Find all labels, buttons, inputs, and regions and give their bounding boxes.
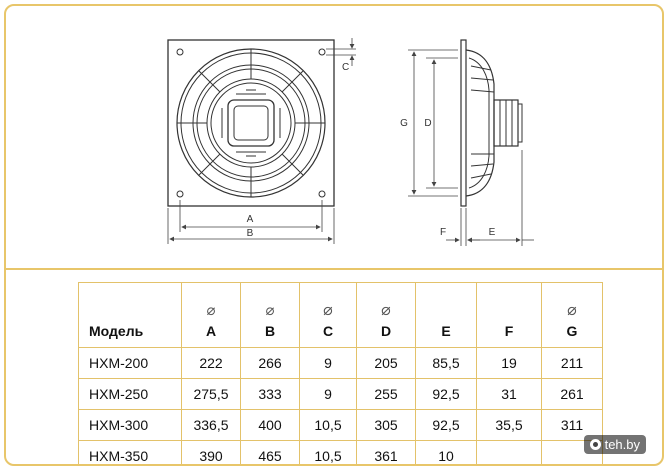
cell-g: 211 <box>542 348 603 379</box>
header-label: C <box>322 323 334 339</box>
cell-b: 400 <box>241 410 300 441</box>
table-row <box>79 379 603 410</box>
cell-d: 205 <box>357 348 416 379</box>
diameter-icon: ⌀ <box>323 302 333 319</box>
header-col-a <box>182 283 241 348</box>
label-f: F <box>439 227 447 238</box>
header-col-b <box>241 283 300 348</box>
cell-f: 35,5 <box>477 410 542 441</box>
table-row <box>79 441 603 467</box>
cell-b: 266 <box>241 348 300 379</box>
header-col-f <box>477 283 542 348</box>
guard-struts <box>177 49 325 197</box>
watermark-logo-icon <box>590 439 601 450</box>
header-label: G <box>566 323 578 339</box>
header-col-g <box>542 283 603 348</box>
cell-e: 92,5 <box>416 379 477 410</box>
cell-b: 333 <box>241 379 300 410</box>
cell-e: 85,5 <box>416 348 477 379</box>
guard-ribs <box>471 66 494 178</box>
diameter-icon: ⌀ <box>567 302 577 319</box>
front-view <box>168 40 334 206</box>
watermark <box>584 435 646 454</box>
cell-f <box>477 441 542 467</box>
square-diameter-icon: ⌀ <box>206 302 216 319</box>
label-c: C <box>342 62 350 73</box>
cell-f: 31 <box>477 379 542 410</box>
header-label: B <box>264 323 276 339</box>
mounting-hole <box>177 191 183 197</box>
cell-model: HXM-250 <box>79 379 182 410</box>
header-model: Модель <box>79 283 182 348</box>
table-row <box>79 410 603 441</box>
cell-a: 275,5 <box>182 379 241 410</box>
figure-frame <box>4 4 664 466</box>
cell-model: HXM-350 <box>79 441 182 467</box>
header-label: A <box>205 323 217 339</box>
cell-c: 10,5 <box>300 441 357 467</box>
cell-e: 10 <box>416 441 477 467</box>
fan-technical-drawing <box>6 6 664 268</box>
cell-d: 255 <box>357 379 416 410</box>
side-plate <box>461 40 466 206</box>
cell-model: HXM-300 <box>79 410 182 441</box>
side-dimensions <box>408 50 534 246</box>
cell-c: 10,5 <box>300 410 357 441</box>
cell-d: 361 <box>357 441 416 467</box>
table-row <box>79 348 603 379</box>
label-b: B <box>246 228 254 239</box>
mounting-hole <box>319 49 325 55</box>
cell-model: HXM-200 <box>79 348 182 379</box>
cell-g: 261 <box>542 379 603 410</box>
label-g: G <box>400 118 408 129</box>
label-d: D <box>424 118 432 129</box>
header-col-d <box>357 283 416 348</box>
mounting-hole <box>319 191 325 197</box>
header-col-e <box>416 283 477 348</box>
cell-a: 222 <box>182 348 241 379</box>
label-e: E <box>488 227 496 238</box>
cell-g: 311 <box>542 410 603 441</box>
cell-f: 19 <box>477 348 542 379</box>
header-row <box>79 283 603 348</box>
cell-b: 465 <box>241 441 300 467</box>
side-view <box>461 40 522 206</box>
cell-a: 390 <box>182 441 241 467</box>
cell-d: 305 <box>357 410 416 441</box>
header-col-c <box>300 283 357 348</box>
header-label: E <box>441 323 451 339</box>
cell-c: 9 <box>300 379 357 410</box>
square-diameter-icon: ⌀ <box>265 302 275 319</box>
divider <box>6 268 662 270</box>
header-label: D <box>380 323 392 339</box>
watermark-text: teh.by <box>604 437 640 452</box>
cell-c: 9 <box>300 348 357 379</box>
specs-table <box>78 282 603 466</box>
cell-e: 92,5 <box>416 410 477 441</box>
diameter-icon: ⌀ <box>381 302 391 319</box>
mounting-hole <box>177 49 183 55</box>
cell-a: 336,5 <box>182 410 241 441</box>
header-label: F <box>504 323 514 339</box>
label-a: A <box>246 214 254 225</box>
